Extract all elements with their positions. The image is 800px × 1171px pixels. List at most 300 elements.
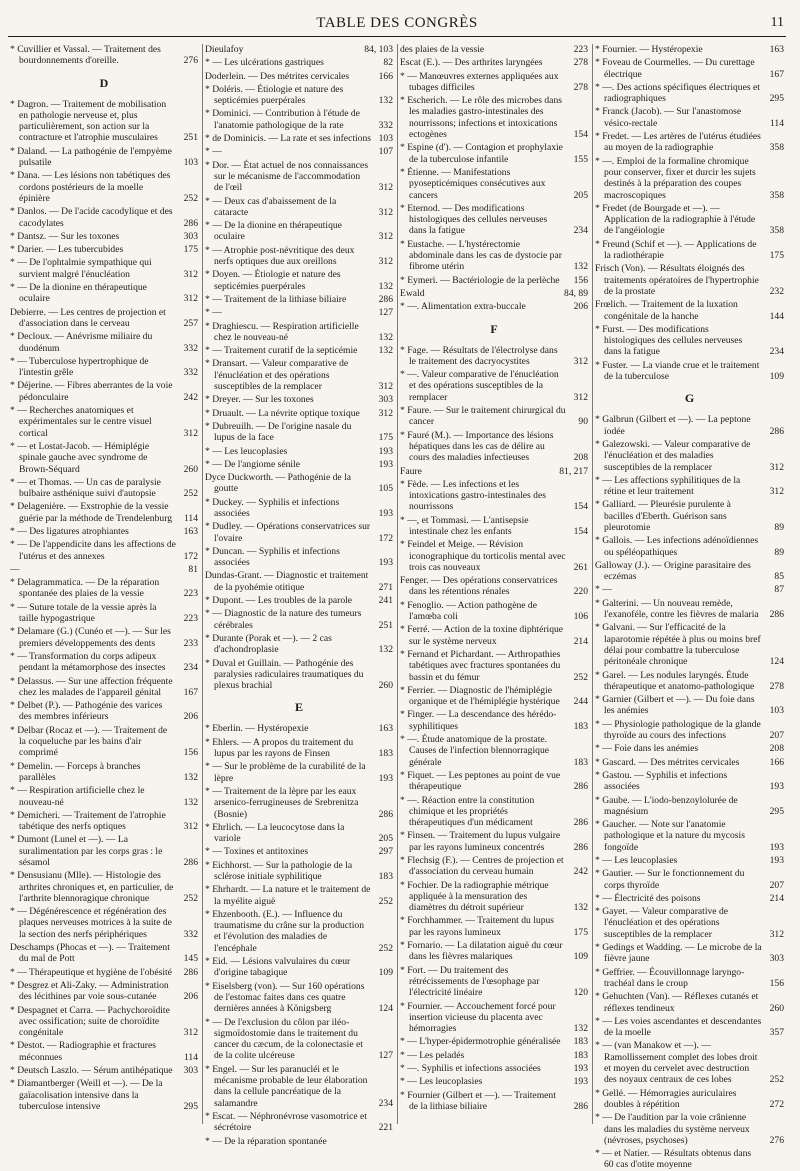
index-entry [400, 685, 588, 708]
index-entry [595, 57, 784, 80]
index-entry [205, 133, 393, 144]
entry-page-number: 234 [378, 1097, 393, 1109]
entry-page-number: 260 [183, 463, 198, 475]
entry-page-number: 156 [769, 977, 784, 989]
entry-page-number: 257 [183, 317, 198, 329]
index-entry [400, 405, 588, 428]
entry-text: * Eiselsberg (von). — Sur 160 opérations de l'estomac faites dans ces quatre dernières années à Königsberg [205, 980, 365, 1015]
entry-page-number: 114 [183, 512, 198, 524]
entry-text: Doderlein. — Des métrites cervicales [205, 70, 350, 82]
entry-text: * — De la dionine en thérapeutique oculaire [10, 282, 147, 305]
index-entry [400, 345, 588, 368]
entry-text: * Fuster. — La viande crue et le traitement de la tuberculose [595, 359, 760, 383]
entry-text: * Delassus. — Sur une affection fréquente chez les malades de l'appareil génital [10, 675, 173, 698]
entry-text: * Delagrammatica. — De la réparation spontanée des plaies de la vessie [10, 577, 160, 600]
entry-text: * Delbar (Rocaz et —). — Traitement de la coqueluche par les bains d'air comprimé [10, 724, 168, 759]
index-entry [205, 269, 393, 292]
index-entry [10, 307, 198, 330]
entry-page-number: 167 [183, 686, 198, 698]
entry-page-number: 124 [769, 656, 784, 668]
index-entry [400, 600, 588, 623]
entry-page-number: 207 [769, 879, 784, 891]
entry-page-number: 183 [573, 756, 588, 768]
entry-page-number: 183 [573, 1049, 588, 1061]
entry-page-number: 276 [769, 1134, 784, 1146]
entry-text: * Flechsig (F.). — Centres de projection et d'association du cerveau humain [400, 855, 564, 878]
entry-page-number: 163 [769, 44, 784, 55]
entry-page-number: 251 [183, 132, 198, 144]
entry-page-number: 358 [769, 189, 784, 201]
entry-text: * Espine (d'). — Contagion et prophylaxie de la tuberculose infantile [400, 142, 563, 165]
index-entry [400, 649, 588, 683]
entry-page-number: 109 [769, 371, 784, 383]
entry-page-number: 106 [573, 611, 588, 623]
entry-text: * — Des ligatures atrophiantes [10, 525, 129, 537]
entry-text: * Ehzenbooth. (E.). — Influence du traumatisme du crâne sur la production et l'évolution des maladies de l'encéphale [205, 908, 364, 954]
index-entry [400, 203, 588, 237]
entry-page-number: 183 [378, 871, 393, 882]
entry-page-number: 193 [573, 1076, 588, 1088]
entry-page-number: 193 [378, 458, 393, 470]
entry-text: * —. Étude anatomique de la prostate. Causes de l'infection blennorragique générale [400, 734, 549, 768]
index-entry [400, 709, 588, 732]
entry-text: * — Les peladés [400, 1049, 465, 1061]
index-entry [205, 860, 393, 883]
entry-text: Frisch (Von). — Résultats éloignés des traitements opératoires de l'hypertrophie de la prostate [595, 263, 759, 297]
entry-page-number: 312 [378, 206, 393, 218]
entry-text: * Étienne. — Manifestations pyosepticémiques consécutives aux cancers [400, 166, 546, 201]
entry-page-number: 223 [573, 44, 588, 55]
entry-text: * — De l'appendicite dans les affections de l'utérus et des annexes [10, 539, 176, 562]
entry-text: * Finger. — La descendance des hérédo-syphilitiques [400, 709, 557, 732]
index-entry [595, 855, 784, 866]
index-entry [205, 846, 393, 857]
index-entry [10, 146, 198, 169]
index-entry [400, 880, 588, 914]
entry-text: Ewald [400, 287, 425, 299]
entry-page-number: 183 [573, 1036, 588, 1048]
entry-page-number: 303 [378, 394, 393, 406]
entry-page-number: 183 [378, 748, 393, 760]
entry-page-number: 166 [769, 756, 784, 768]
entry-page-number: 81 [188, 563, 198, 575]
index-entry [595, 475, 784, 498]
index-entry [595, 203, 784, 237]
entry-page-number: 241 [378, 595, 393, 607]
entry-text: * Gallois. — Les infections adénoïdiennes ou spéléopathiques [595, 535, 759, 558]
entry-text: * Escat. — Néphronévrose vasomotrice et sécrétoire [205, 1110, 367, 1134]
entry-page-number: 286 [378, 808, 393, 820]
index-entry [205, 108, 393, 131]
index-entry [595, 263, 784, 297]
entry-page-number: 223 [183, 588, 198, 600]
index-entry [595, 499, 784, 533]
index-entry [595, 967, 784, 990]
index-entry [595, 439, 784, 473]
index-entry [10, 676, 198, 699]
entry-page-number: 154 [573, 129, 588, 141]
entry-page-number: 109 [378, 967, 393, 979]
entry-page-number: 312 [378, 256, 393, 268]
index-entry [10, 626, 198, 649]
entry-text: Dyce Duckworth. — Pathogénie de la goutte [205, 472, 351, 495]
index-entry [400, 734, 588, 768]
section-letter: G [684, 391, 695, 406]
index-entry [595, 694, 784, 717]
entry-page-number: 167 [769, 68, 784, 80]
entry-page-number: 214 [573, 635, 588, 647]
index-entry [205, 394, 393, 405]
index-entry [595, 819, 784, 853]
entry-page-number: 120 [573, 987, 588, 999]
entry-text: * — Sur le problème de la curabilité de la lèpre [205, 761, 366, 784]
index-entry [10, 331, 198, 354]
index-entry [10, 870, 198, 904]
index-entry [205, 421, 393, 444]
entry-text: * — et Lostat-Jacob. — Hémiplégie spinale gauche avec syndrome de Brown-Séquard [10, 440, 150, 475]
entry-text: des plaies de la vessie [400, 44, 485, 55]
index-entry [10, 980, 198, 1003]
index-entry [205, 1017, 393, 1062]
entry-text: * — De l'audition par la voie crânienne dans les maladies du système nerveux (névroses, psychoses) [595, 1112, 750, 1146]
entry-text: * Dominici. — Contribution à l'étude de l'anatomie pathologique de la rate [205, 108, 360, 131]
entry-text: * Ehlers. — A propos du traitement du lupus par les rayons de Finsen [205, 736, 354, 760]
entry-page-number: 312 [378, 407, 393, 419]
index-entry [400, 965, 588, 999]
entry-text: * Despagnet et Carra. — Pachychoroïdite avec ossification; suite de choroïdite congénitale [10, 1004, 170, 1039]
entry-page-number: 103 [378, 133, 393, 145]
entry-text: * Fredet. — Les artères de l'utérus étudiées au moyen de la radiographie [595, 131, 761, 154]
entry-page-number: 175 [378, 432, 393, 444]
index-entry [205, 822, 393, 845]
entry-page-number: 295 [769, 805, 784, 817]
entry-page-number: 163 [183, 525, 198, 537]
entry-page-number: 234 [183, 662, 198, 674]
entry-page-number: 205 [378, 833, 393, 845]
index-entry [400, 1063, 588, 1074]
index-entry [205, 521, 393, 544]
entry-text: * —. Alimentation extra-buccale [400, 301, 526, 313]
index-entry [10, 170, 198, 204]
entry-text: Frœlich. — Traitement de la luxation congénitale de la hanche [595, 299, 738, 322]
entry-page-number: 132 [378, 345, 393, 357]
index-entry [595, 560, 784, 583]
entry-page-number: 252 [378, 942, 393, 954]
entry-text: * — Les affections syphilitiques de la rétine et leur traitement [595, 474, 741, 498]
index-entry [10, 906, 198, 940]
entry-text: * Fournier. — Hystéropexie [595, 44, 703, 55]
entry-text: * Draghiescu. — Respiration artificielle chez le nouveau-né [205, 320, 359, 343]
entry-text: * —. Emploi de la formaline chromique pour conserver, fixer et durcir les sujets destinés à la préparation des coupes macroscopiques [595, 155, 756, 201]
index-entry [595, 719, 784, 742]
entry-page-number: 114 [183, 1051, 198, 1063]
entry-page-number: 286 [573, 817, 588, 829]
entry-page-number: 206 [183, 991, 198, 1003]
index-entry [400, 142, 588, 165]
entry-text: * Gayet. — Valeur comparative de l'énucléation et des opérations susceptibles de la remplacer [595, 906, 729, 940]
index-entry [205, 321, 393, 344]
entry-text: * — Traitement de la lèpre par les eaux arsenico-ferrugineuses de Srebrenitza (Bosnie) [205, 785, 359, 820]
entry-text: * — Dégénérescence et régénération des plaques nerveuses motrices à la suite de la section des nerfs périphériques [10, 906, 172, 940]
index-entry [400, 275, 588, 286]
index-entry [595, 906, 784, 940]
entry-page-number: 312 [769, 486, 784, 498]
entry-page-number: 312 [573, 391, 588, 403]
index-entry [205, 472, 393, 495]
index-entry [10, 942, 198, 965]
entry-text: * — Les leucoplasies [400, 1076, 483, 1088]
entry-page-number: 312 [378, 231, 393, 243]
entry-text: * Franck (Jacob). — Sur l'anastomose vésico-rectale [595, 106, 742, 129]
entry-text: * Furst. — Des modifications histologiques des cellules nerveuses dans la fatigue [595, 323, 743, 358]
entry-page-number: 278 [573, 81, 588, 93]
entry-page-number: 286 [183, 966, 198, 978]
entry-page-number: 312 [183, 293, 198, 305]
entry-text: * — Tuberculose hypertrophique de l'intestin grêle [10, 355, 149, 379]
index-entry [205, 909, 393, 954]
entry-page-number: 163 [378, 723, 393, 735]
entry-text: * Fournier. — Accouchement forcé pour insertion vicieuse du placenta avec hémorragies [400, 1000, 556, 1035]
entry-text: * Eid. — Lésions valvulaires du cœur d'origine tabagique [205, 956, 351, 979]
index-entry [10, 1040, 198, 1063]
entry-page-number: 172 [378, 532, 393, 544]
index-column-1 [8, 44, 203, 1124]
index-entry [10, 785, 198, 808]
entry-text: * — Suture totale de la vessie après la taille hypogastrique [10, 601, 157, 625]
index-entry [205, 1136, 393, 1147]
index-entry [400, 1076, 588, 1087]
entry-page-number: 252 [573, 671, 588, 683]
section-letter: F [490, 321, 498, 336]
entry-page-number: 132 [573, 902, 588, 914]
entry-page-number: 193 [769, 781, 784, 793]
entry-page-number: 206 [573, 301, 588, 313]
entry-text: * Fenoglio. — Action pathogène de l'amœba coli [400, 599, 537, 623]
index-entry [10, 564, 198, 575]
entry-page-number: 154 [573, 525, 588, 537]
entry-text: * Demelin. — Forceps à branches parallèles [10, 760, 141, 783]
entry-text: * —, et Tommasi. — L'antisepsie intestinale chez les enfants [400, 514, 529, 537]
index-entry [10, 99, 198, 144]
index-entry [400, 575, 588, 598]
entry-text: * — Électricité des poisons [595, 892, 701, 904]
index-entry [595, 757, 784, 768]
entry-text: * Garel. — Les nodules laryngés. Étude thérapeutique et anatomo-pathologique [595, 669, 755, 692]
entry-text: * Deutsch Laszlo. — Sérum antihépatique [10, 1065, 173, 1077]
entry-page-number: 358 [769, 225, 784, 237]
index-entry [10, 1065, 198, 1076]
entry-page-number: 234 [769, 346, 784, 358]
entry-text: * — Les ulcérations gastriques [205, 57, 324, 69]
index-entry [205, 146, 393, 157]
entry-page-number: 172 [183, 550, 198, 562]
entry-page-number: 312 [769, 928, 784, 940]
entry-text: * Forchhammer. — Traitement du lupus par les rayons lumineux [400, 915, 555, 938]
index-entry [205, 408, 393, 419]
entry-text: * Delbet (P.). — Pathogénie des varices des membres inférieurs [10, 700, 163, 723]
index-entry [400, 479, 588, 513]
entry-page-number: 220 [573, 586, 588, 598]
index-entry [595, 622, 784, 667]
entry-text: * Galbrun (Gilbert et —). — La peptone iodée [595, 414, 751, 437]
entry-page-number: 90 [578, 416, 588, 428]
entry-text: * Galterini. — Un nouveau remède, l'exanoféle, contre les fièvres de malaria [595, 597, 759, 621]
index-entry [205, 220, 393, 243]
entry-text: * Gaucher. — Note sur l'anatomie pathologique et la nature du mycosis fongoïde [595, 819, 745, 853]
entry-text: * — Traitement de la lithiase biliaire [205, 293, 347, 305]
entry-text: * Dana. — Les lésions non tabétiques des cordons postérieurs de la moelle épinière [10, 170, 171, 204]
entry-page-number: 271 [378, 581, 393, 593]
entry-text: * Ehrlich. — La leucocytose dans la variole [205, 821, 345, 845]
entry-text: * — Transformation du corps adipeux pendant la métamorphose des insectes [10, 650, 166, 674]
entry-page-number: 145 [183, 953, 198, 965]
entry-text: * Fauré (M.). — Importance des lésions hépatiques dans les cas de délire au cours des maladies infectieuses [400, 429, 554, 464]
index-entry [595, 106, 784, 129]
index-entry [205, 737, 393, 760]
entry-page-number: 286 [769, 425, 784, 437]
entry-text: * — Manœuvres externes appliquées aux tubages difficiles [400, 70, 559, 93]
entry-page-number: 175 [183, 244, 198, 256]
entry-page-number: 144 [769, 310, 784, 322]
entry-page-number: 332 [183, 928, 198, 940]
entry-page-number: 208 [573, 452, 588, 464]
index-entry [595, 299, 784, 322]
entry-text: * Fredet (de Bourgade et —). — Application de la radiographie à l'étude de l'angéiologie [595, 202, 756, 237]
entry-text: * Finsen. — Traitement du lupus vulgaire par les rayons lumineux concentrés [400, 830, 561, 853]
index-entry [205, 570, 393, 593]
entry-page-number: 312 [378, 182, 393, 194]
index-entry [400, 795, 588, 829]
entry-text: * Diamantberger (Weill et —). — De la gaïacolisation intensive dans la tuberculose intensive [10, 1078, 163, 1112]
entry-text: Galloway (J.). — Origine parasitaire des eczémas [595, 559, 751, 583]
index-entry [10, 405, 198, 439]
entry-page-number: 214 [769, 892, 784, 904]
section-letter: D [99, 75, 109, 90]
entry-text: * — De la dionine en thérapeutique oculaire [205, 220, 342, 243]
entry-page-number: 278 [573, 57, 588, 69]
index-entry [205, 633, 393, 656]
entry-text: * Dransart. — Valeur comparative de l'énucléation et des opérations susceptibles de la remplacer [205, 358, 349, 393]
index-entry [595, 1088, 784, 1111]
entry-text: Debierre. — Les centres de projection et d'association dans le cerveau [10, 306, 166, 329]
index-entry [205, 245, 393, 268]
entry-page-number: 127 [378, 307, 393, 319]
entry-text: * — et Thomas. — Un cas de paralysie bulbaire asthénique suivi d'autopsie [10, 476, 161, 500]
entry-text: * Cuvillier et Vassal. — Traitement des bourdonnements d'oreille. [10, 44, 161, 67]
index-entry [595, 991, 784, 1014]
entry-page-number: 183 [573, 720, 588, 732]
entry-page-number: 303 [183, 230, 198, 242]
entry-page-number: 132 [378, 280, 393, 292]
entry-text: * Galliard. — Pleurésie purulente à bacilles d'Eberth. Guérison sans pleurotomie [595, 499, 731, 533]
index-entry [595, 670, 784, 693]
index-entry [205, 1111, 393, 1134]
entry-page-number: 260 [769, 1002, 784, 1014]
entry-text: * Desgrez et Ali-Zaky. — Administration des lécithines par voie sous-cutanée [10, 979, 169, 1003]
entry-text: * — Respiration artificielle chez le nouveau-né [10, 785, 145, 808]
entry-page-number: 252 [769, 1074, 784, 1086]
index-entry [205, 723, 393, 734]
entry-text: * Gaube. — L'iodo-benzoylolurée de magnésium [595, 794, 738, 817]
section-letter: E [294, 700, 303, 715]
entry-text: * Galezowski. — Valeur comparative de l'énucléation et des maladies susceptibles de la remplacer [595, 438, 751, 473]
index-entry [205, 446, 393, 457]
entry-text: * Duval et Guillain. — Pathogénie des paralysies radiculaires traumatiques du plexus brachial [205, 657, 364, 692]
entry-text: * Fochier. De la radiographie métrique appliquée à la mensuration des diamètres du détroit supérieur [400, 879, 549, 914]
page-number: 11 [770, 15, 784, 30]
index-entry [10, 1005, 198, 1039]
entry-page-number: 175 [573, 926, 588, 938]
entry-text: * — De la réparation spontanée [205, 1135, 327, 1147]
entry-page-number: 332 [183, 367, 198, 379]
entry-text: * Fiquet. — Les peptones au point de vue thérapeutique [400, 769, 561, 793]
index-entry [205, 71, 393, 82]
index-entry [400, 1090, 588, 1113]
index-entry [10, 257, 198, 280]
index-entry [595, 156, 784, 201]
entry-page-number: 208 [769, 743, 784, 755]
entry-text: Dundas-Grant. — Diagnostic et traitement de la pyohémie otitique [205, 570, 369, 593]
index-entry [205, 1064, 393, 1109]
entry-page-number: 107 [378, 146, 393, 158]
entry-page-number: 232 [769, 285, 784, 297]
index-entry [10, 477, 198, 500]
entry-text: * Dubreuilh. — De l'origine nasale du lupus de la face [205, 420, 352, 444]
entry-text: * Destot. — Radiographie et fractures méconnues [10, 1040, 156, 1063]
index-entry [400, 1001, 588, 1035]
index-entry [400, 770, 588, 793]
index-entry [10, 206, 198, 229]
entry-text: * — [205, 307, 222, 319]
index-entry [10, 967, 198, 978]
index-entry [595, 795, 784, 818]
index-entry [10, 1078, 198, 1112]
entry-page-number: 272 [769, 1098, 784, 1110]
entry-page-number: 332 [378, 119, 393, 131]
entry-text: * — Les leucoplasies [595, 855, 678, 866]
entry-page-number: 295 [183, 1100, 198, 1112]
entry-text: * — De l'ophtalmie sympathique qui survient malgré l'énucléation [10, 257, 152, 280]
entry-page-number: 82 [383, 57, 393, 69]
entry-text: * — Physiologie pathologique de la glande thyroïde au cours des infections [595, 718, 761, 742]
index-entry [400, 301, 588, 312]
entry-text: * Delagenière. — Exstrophie de la vessie guérie par la méthode de Trendelenburg [10, 501, 173, 524]
entry-text: * Foveau de Courmelles. — Du curettage électrique [595, 57, 755, 80]
index-entry [400, 44, 588, 55]
index-column-3 [398, 44, 593, 1124]
entry-text: * Galvani. — Sur l'efficacité de la laparotomie répétée à plus ou moins bref délai pour combattre la tuberculose péritonéale chronique [595, 622, 761, 668]
entry-text: * Gellé. — Hémorragies auriculaires doubles à répétition [595, 1087, 737, 1110]
entry-text: * Engel. — Sur les paranucléi et le mécanisme probable de leur élaboration dans la cellule pancréatique de la salamandre [205, 1063, 368, 1109]
entry-text: * —. Valeur comparative de l'énucléation et des opérations susceptibles de la remplacer [400, 369, 559, 403]
entry-text: Dieulafoy [205, 44, 244, 55]
entry-page-number: 175 [769, 250, 784, 262]
entry-page-number: 278 [769, 680, 784, 692]
entry-page-number: 244 [573, 696, 588, 708]
entry-text: * — De l'angiome sénile [205, 458, 300, 470]
entry-text: * Eichhorst. — Sur la pathologie de la sclérose initiale syphilitique [205, 859, 353, 882]
entry-text: * Doyen. — Étiologie et nature des septicémies puerpérales [205, 269, 341, 292]
entry-text: * Dreyer. — Sur les toxones [205, 394, 314, 406]
index-entry [595, 1148, 784, 1171]
index-entry [10, 725, 198, 759]
entry-page-number: 132 [378, 331, 393, 343]
entry-page-number: 193 [378, 557, 393, 569]
entry-page-number: 193 [769, 855, 784, 866]
index-entry [595, 360, 784, 383]
entry-page-number: 132 [183, 771, 198, 783]
index-entry [205, 884, 393, 907]
